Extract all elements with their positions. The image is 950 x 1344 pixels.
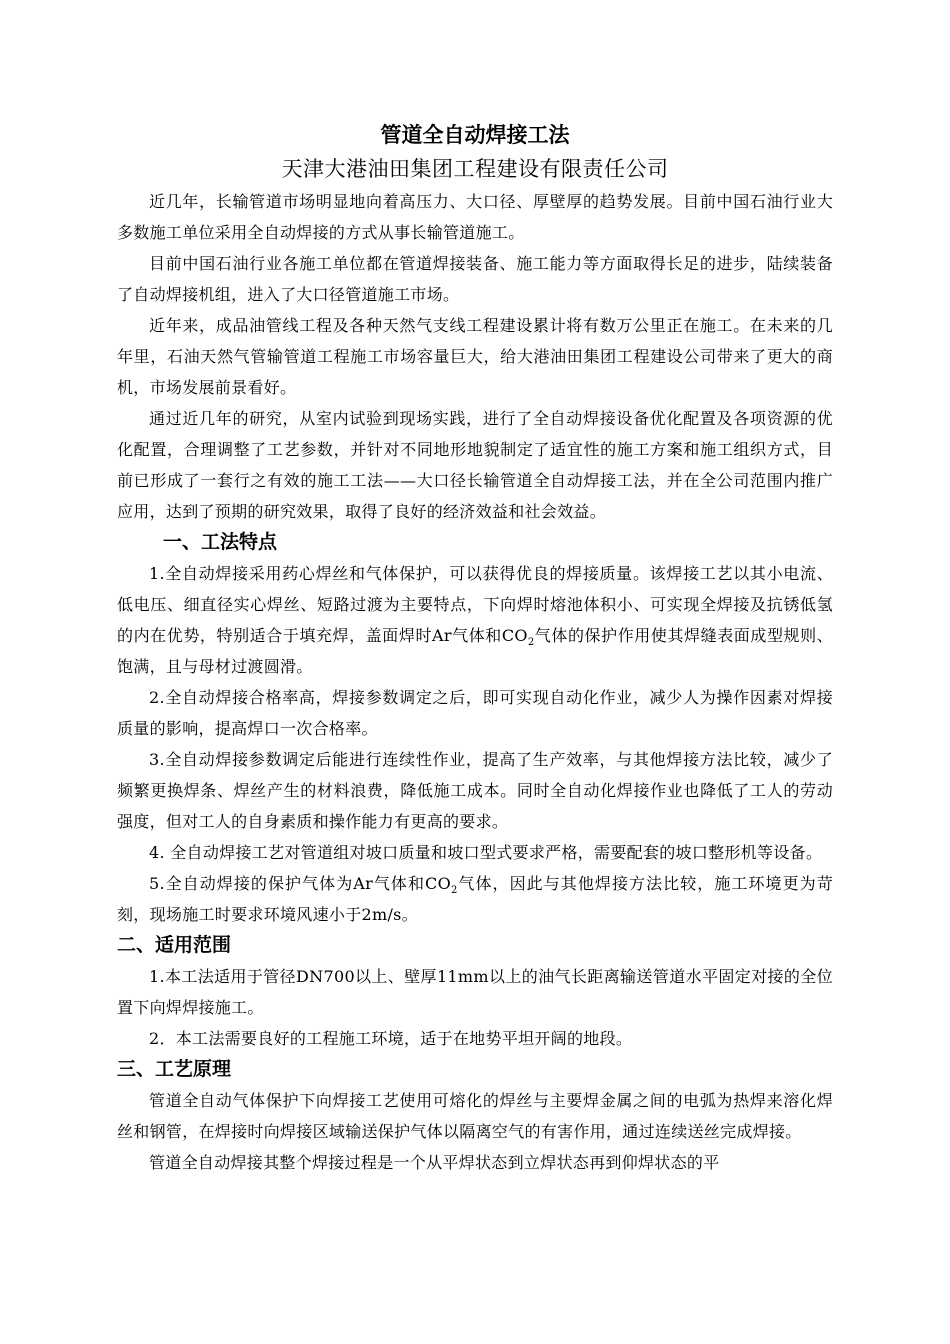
- document-page: [117, 118, 833, 1178]
- section-1-item-1-text-a: 1.全自动焊接采用药心焊丝和气体保护，可以获得优良的焊接质量。该焊接工艺以其小电流、低电压、细直径实心焊丝、短路过渡为主要特点，下向焊时熔池体积小、可实现全焊接及抗锈低氢的内在优势，特别适合于填充焊，盖面焊时Ar气体和CO: [117, 564, 833, 645]
- co2-subscript: 2: [527, 637, 535, 649]
- section-1-item-3: 3.全自动焊接参数调定后能进行连续性作业，提高了生产效率，与其他焊接方法比较，减少了频繁更换焊条、焊丝产生的材料浪费，降低施工成本。同时全自动化焊接作业也降低了工人的劳动强度，但对工人的自身素质和操作能力有更高的要求。: [117, 750, 833, 831]
- section-3-heading: 三、工艺原理: [117, 1058, 232, 1080]
- section-2-item-2: 2．本工法需要良好的工程施工环境，适于在地势平坦开阔的地段。: [149, 1029, 633, 1048]
- co2-subscript: 2: [451, 885, 458, 897]
- section-1-item-5-text-a: 5.全自动焊接的保护气体为Ar气体和CO: [149, 874, 451, 893]
- section-1-item-1: [117, 558, 833, 682]
- section-1-item-1-text-b: 气体的保护作用使其焊缝表面成型规则、饱满，且与母材过渡圆滑。: [117, 626, 833, 676]
- section-2-heading: 二、适用范围: [117, 934, 232, 956]
- section-3-paragraph-2: 管道全自动焊接其整个焊接过程是一个从平焊状态到立焊状态再到仰焊状态的平: [149, 1153, 720, 1172]
- intro-paragraph-1: 近几年，长输管道市场明显地向着高压力、大口径、厚壁厚的趋势发展。目前中国石油行业大多数施工单位采用全自动焊接的方式从事长输管道施工。: [117, 192, 833, 242]
- section-1-item-5-text-b: 气体，因此与其他焊接方法比较，施工环境更为苛刻，现场施工时要求环境风速小于2m/s。: [117, 874, 833, 924]
- document-subtitle: 天津大港油田集团工程建设有限责任公司: [281, 157, 669, 181]
- section-3-paragraph-1: 管道全自动气体保护下向焊接工艺使用可熔化的焊丝与主要焊金属之间的电弧为热焊来溶化焊丝和钢管，在焊接时向焊接区域输送保护气体以隔离空气的有害作用，通过连续送丝完成焊接。: [117, 1091, 833, 1141]
- document-title: 管道全自动焊接工法: [380, 123, 570, 147]
- intro-paragraph-2: 目前中国石油行业各施工单位都在管道焊接装备、施工能力等方面取得长足的进步，陆续装备了自动焊接机组，进入了大口径管道施工市场。: [117, 254, 833, 304]
- section-1-item-4: 4. 全自动焊接工艺对管道组对坡口质量和坡口型式要求严格，需要配套的坡口整形机等设备。: [149, 843, 823, 862]
- section-1-item-5: [117, 868, 833, 930]
- section-2-item-1: 1.本工法适用于管径DN700以上、壁厚11mm以上的油气长距离输送管道水平固定对接的全位置下向焊焊接施工。: [117, 967, 833, 1017]
- intro-paragraph-4: 通过近几年的研究，从室内试验到现场实践，进行了全自动焊接设备优化配置及各项资源的优化配置，合理调整了工艺参数，并针对不同地形地貌制定了适宜性的施工方案和施工组织方式，目前已形成了一套行之有效的施工工法——大口径长输管道全自动焊接工法，并在全公司范围内推广应用，达到了预期的研究效果，取得了良好的经济效益和社会效益。: [117, 409, 833, 521]
- section-1-heading: 一、工法特点: [163, 531, 278, 553]
- intro-paragraph-3: 近年来，成品油管线工程及各种天然气支线工程建设累计将有数万公里正在施工。在未来的几年里，石油天然气管输管道工程施工市场容量巨大，给大港油田集团工程建设公司带来了更大的商机，市场发展前景看好。: [117, 316, 833, 397]
- section-1-item-2: 2.全自动焊接合格率高，焊接参数调定之后，即可实现自动化作业，减少人为操作因素对焊接质量的影响，提高焊口一次合格率。: [117, 688, 833, 738]
